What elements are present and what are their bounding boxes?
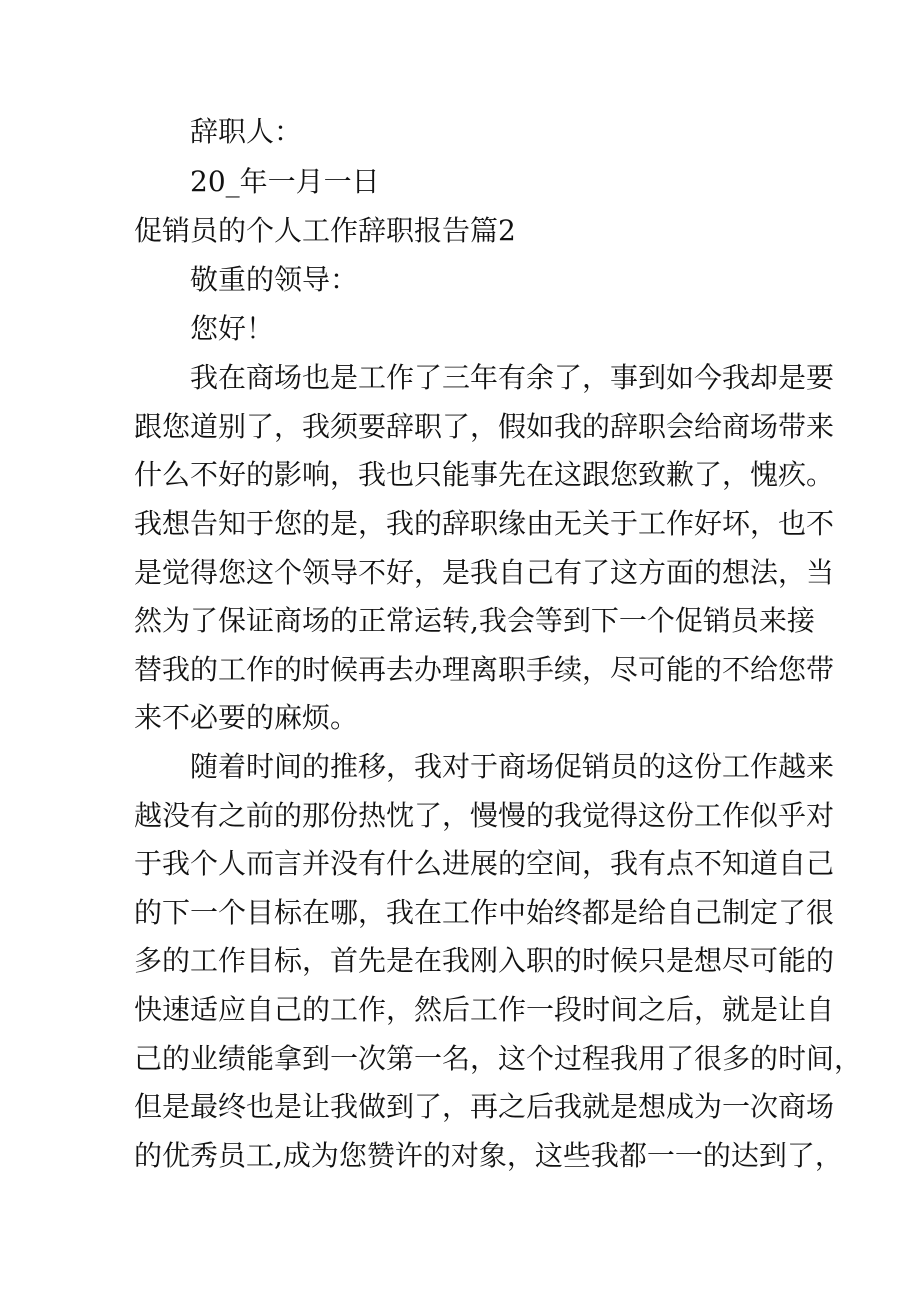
- paragraph-line: 来不必要的麻烦。: [134, 701, 359, 734]
- salutation: 敬重的领导：: [190, 263, 359, 296]
- paragraph-line: 的下一个目标在哪，我在工作中始终都是给自己制定了很: [134, 896, 835, 929]
- paragraph-line: 然为了保证商场的正常运转,我会等到下一个促销员来接: [134, 604, 815, 637]
- resigner-label: 辞职人：: [190, 115, 303, 148]
- paragraph-line: 于我个人而言并没有什么进展的空间，我有点不知道自己: [134, 847, 835, 880]
- paragraph-line: 什么不好的影响，我也只能事先在这跟您致歉了，愧疚。: [134, 458, 835, 491]
- section-title: 促销员的个人工作辞职报告篇2: [134, 214, 516, 247]
- paragraph-line: 是觉得您这个领导不好，是我自己有了这方面的想法，当: [134, 556, 835, 589]
- greeting: 您好！: [190, 312, 275, 345]
- paragraph-line: 的优秀员工,成为您赞许的对象，这些我都一一的达到了，: [134, 1139, 843, 1172]
- paragraph-line: 我想告知于您的是，我的辞职缘由无关于工作好坏，也不: [134, 507, 835, 540]
- paragraph-line: 替我的工作的时候再去办理离职手续，尽可能的不给您带: [134, 653, 835, 686]
- paragraph-line: 己的业绩能拿到一次第一名，这个过程我用了很多的时间，: [134, 1042, 863, 1075]
- paragraph-line: 快速适应自己的工作，然后工作一段时间之后，就是让自: [134, 993, 835, 1026]
- date-line: 20_年一月一日: [190, 165, 380, 198]
- paragraph-line: 跟您道别了，我须要辞职了，假如我的辞职会给商场带来: [134, 410, 835, 443]
- paragraph-line: 但是最终也是让我做到了，再之后我就是想成为一次商场: [134, 1090, 835, 1123]
- paragraph-line: 我在商场也是工作了三年有余了，事到如今我却是要: [190, 361, 835, 394]
- paragraph-line: 随着时间的推移，我对于商场促销员的这份工作越来: [190, 750, 835, 783]
- paragraph-line: 多的工作目标，首先是在我刚入职的时候只是想尽可能的: [134, 944, 835, 977]
- paragraph-line: 越没有之前的那份热忱了，慢慢的我觉得这份工作似乎对: [134, 799, 835, 832]
